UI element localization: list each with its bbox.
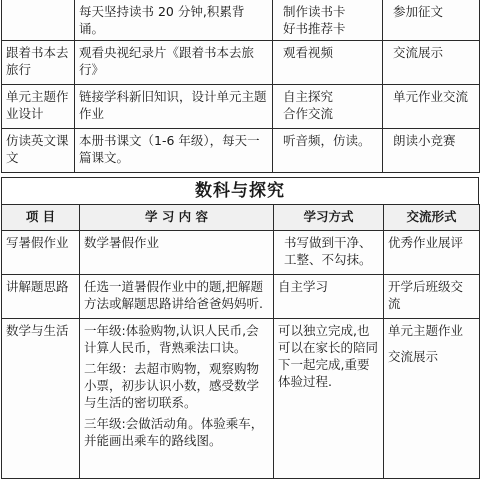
content-line: 一年级:体验购物,认识人民币,会计算人民币，背熟乘法口诀。 (84, 323, 259, 355)
table-row (2, 41, 480, 85)
content-line: 数学暑假作业 (84, 235, 160, 250)
format-cell: 优秀作业展评 (384, 231, 480, 275)
category-cell: 讲解题思路 (2, 275, 80, 319)
mode-line: 好书推荐卡 (283, 21, 346, 36)
content-cell: 链接学科新旧知识，设计单元主题作业 (75, 85, 273, 129)
format-cell (384, 319, 480, 479)
content-cell: 本册书课文（1-6 年级），每天一篇课文。 (75, 129, 273, 173)
category-cell: 跟着书本去旅行 (2, 41, 75, 85)
mode-line: 制作读书卡 (283, 4, 346, 19)
category-cell (2, 0, 75, 41)
content-cell: 观看央视纪录片《跟着书本去旅行》 (75, 41, 273, 85)
table-row (2, 231, 480, 275)
format-cell: 参加征文 (383, 0, 480, 41)
mode-cell (273, 85, 383, 129)
table-row (2, 319, 480, 479)
table-header-row (2, 205, 480, 231)
category-cell: 数学与生活 (2, 319, 80, 479)
format-cell: 朗读小竞赛 (383, 129, 480, 173)
content-cell (80, 231, 274, 275)
mode-line: 合作交流 (283, 106, 334, 121)
table-row (2, 85, 480, 129)
mode-cell: 可以独立完成,也可以在家长的陪同下一起完成,重要体验过程. (274, 319, 384, 479)
table-row (2, 129, 480, 173)
header-format: 交流形式 (384, 205, 480, 231)
mode-cell (273, 0, 383, 41)
mode-cell: 自主学习 (274, 275, 384, 319)
section-title: 数科与探究 (1, 177, 479, 205)
category-cell: 仿读英文课文 (2, 129, 75, 173)
format-line: 单元主题作业 (388, 323, 464, 338)
activity-table-top (1, 0, 480, 173)
header-mode: 学习方式 (274, 205, 384, 231)
category-cell: 写暑假作业 (2, 231, 80, 275)
mode-line: 自主探究 (283, 89, 334, 104)
format-cell: 单元作业交流 (383, 85, 480, 129)
format-cell: 交流展示 (383, 41, 480, 85)
content-line: 三年级:会做活动角。体验乘车，并能画出乘车的路线图。 (84, 416, 264, 448)
mode-cell: 书写做到干净、工整、不勾抹。 (274, 231, 384, 275)
content-cell: 每天坚持读书 20 分钟,积累背诵。 (75, 0, 273, 41)
header-content: 学 习 内 容 (80, 205, 274, 231)
header-item: 项 目 (2, 205, 80, 231)
content-cell (80, 275, 274, 319)
content-line: 任选一道暑假作业中的题,把解题方法或解题思路讲给爸爸妈妈听. (84, 279, 263, 311)
format-cell: 开学后班级交流 (384, 275, 480, 319)
mode-cell: 听音频，仿读。 (273, 129, 383, 173)
table-row (2, 0, 480, 41)
mode-cell: 观看视频 (273, 41, 383, 85)
table-row (2, 275, 480, 319)
format-line: 交流展示 (388, 349, 439, 364)
content-cell (80, 319, 274, 479)
content-line: 二年级：去超市购物，观察购物小票，初步认识小数，感受数学与生活的密切联系。 (84, 361, 260, 410)
activity-table-bottom (1, 204, 480, 479)
category-cell: 单元主题作业设计 (2, 85, 75, 129)
